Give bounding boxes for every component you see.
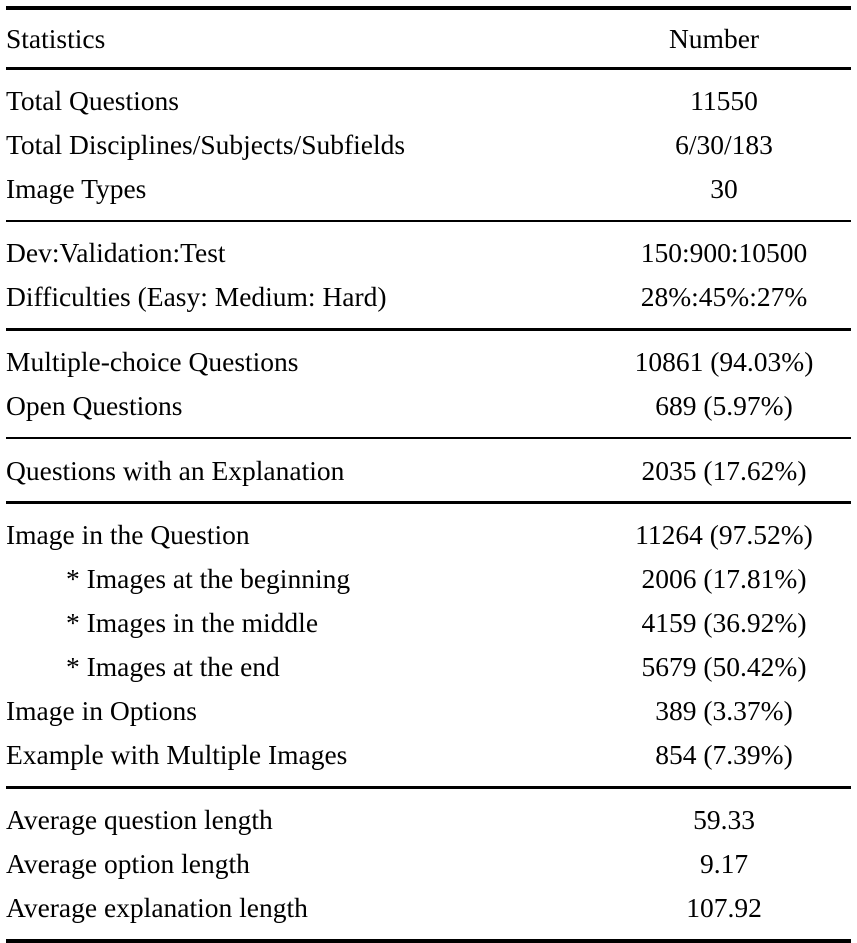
section-pad-bottom-splits <box>6 319 851 328</box>
section-pad-bottom-overview <box>6 211 851 220</box>
section-pad-top-overview-cell <box>6 70 851 79</box>
section-pad-bottom-images <box>6 777 851 786</box>
stat-label: * Images at the end <box>66 651 280 683</box>
table-row <box>6 601 851 645</box>
stat-label: Average question length <box>6 803 273 835</box>
section-pad-top-question-types <box>6 331 851 340</box>
stat-value: 107.92 <box>686 891 762 923</box>
stat-label: Image Types <box>6 172 147 204</box>
section-pad-top-explanations-cell <box>6 439 851 448</box>
stat-label: * Images in the middle <box>66 607 319 639</box>
stat-value: 150:900:10500 <box>640 237 808 269</box>
section-pad-bottom-question-types-cell <box>6 428 851 437</box>
table-row <box>6 645 851 689</box>
section-pad-top-images <box>6 504 851 513</box>
stat-value: 10861 (94.03%) <box>634 346 814 378</box>
stat-value: 28%:45%:27% <box>640 281 808 313</box>
table-row <box>6 733 851 777</box>
stat-label: Open Questions <box>6 390 183 422</box>
stat-value: 9.17 <box>699 847 749 879</box>
section-pad-top-images-cell <box>6 504 851 513</box>
stat-value: 30 <box>710 172 738 204</box>
column-header-number: Number <box>668 22 760 54</box>
table-row <box>6 231 851 275</box>
stat-label: Total Questions <box>6 84 179 116</box>
section-pad-bottom-splits-cell <box>6 319 851 328</box>
table-row <box>6 167 851 211</box>
table-row <box>6 275 851 319</box>
stat-label: Difficulties (Easy: Medium: Hard) <box>6 281 387 313</box>
section-pad-top-question-types-cell <box>6 331 851 340</box>
table-row <box>6 513 851 557</box>
section-pad-bottom-averages <box>6 930 851 939</box>
stat-value: 59.33 <box>693 803 755 835</box>
stat-label: * Images at the beginning <box>66 563 351 595</box>
table-row <box>6 798 851 842</box>
stat-label: Image in Options <box>6 695 197 727</box>
table-row <box>6 689 851 733</box>
section-pad-bottom-images-cell <box>6 777 851 786</box>
table-row <box>6 340 851 384</box>
stat-value: 2035 (17.62%) <box>641 454 807 486</box>
table-row <box>6 123 851 167</box>
section-pad-top-averages-cell <box>6 789 851 798</box>
section-pad-top-explanations <box>6 439 851 448</box>
stat-value: 6/30/183 <box>675 128 773 160</box>
stat-value: 854 (7.39%) <box>655 739 793 771</box>
stat-label: Multiple-choice Questions <box>6 346 299 378</box>
section-pad-top-splits <box>6 222 851 231</box>
stat-value: 2006 (17.81%) <box>641 563 807 595</box>
table-bottom-rule-cell <box>6 939 851 943</box>
table-row <box>6 384 851 428</box>
table-row <box>6 842 851 886</box>
table-bottom-rule <box>6 939 851 943</box>
stat-label: Total Disciplines/Subjects/Subfields <box>6 128 406 160</box>
section-pad-bottom-overview-cell <box>6 211 851 220</box>
stat-value: 689 (5.97%) <box>655 390 793 422</box>
table-row <box>6 79 851 123</box>
table-row <box>6 886 851 930</box>
section-pad-bottom-question-types <box>6 428 851 437</box>
table-row <box>6 557 851 601</box>
stat-value: 389 (3.37%) <box>655 695 793 727</box>
stat-value: 11550 <box>690 84 758 116</box>
stat-label: Average option length <box>6 847 250 879</box>
section-pad-top-overview <box>6 70 851 79</box>
stat-value: 11264 (97.52%) <box>635 519 813 551</box>
stat-label: Example with Multiple Images <box>6 739 348 771</box>
section-pad-bottom-averages-cell <box>6 930 851 939</box>
section-pad-top-splits-cell <box>6 222 851 231</box>
table-row <box>6 448 851 492</box>
stat-label: Image in the Question <box>6 519 250 551</box>
stat-label: Questions with an Explanation <box>6 454 345 486</box>
section-pad-bottom-explanations <box>6 492 851 501</box>
table-bottom-rule-line <box>6 939 851 943</box>
stat-label: Average explanation length <box>6 891 308 923</box>
section-pad-top-averages <box>6 789 851 798</box>
column-header-statistics: Statistics <box>6 22 106 54</box>
statistics-table <box>6 6 851 943</box>
stat-value: 4159 (36.92%) <box>641 607 807 639</box>
table-header-row <box>6 10 851 67</box>
stat-value: 5679 (50.42%) <box>641 651 807 683</box>
section-pad-bottom-explanations-cell <box>6 492 851 501</box>
table-body <box>6 6 851 943</box>
stat-label: Dev:Validation:Test <box>6 237 226 269</box>
